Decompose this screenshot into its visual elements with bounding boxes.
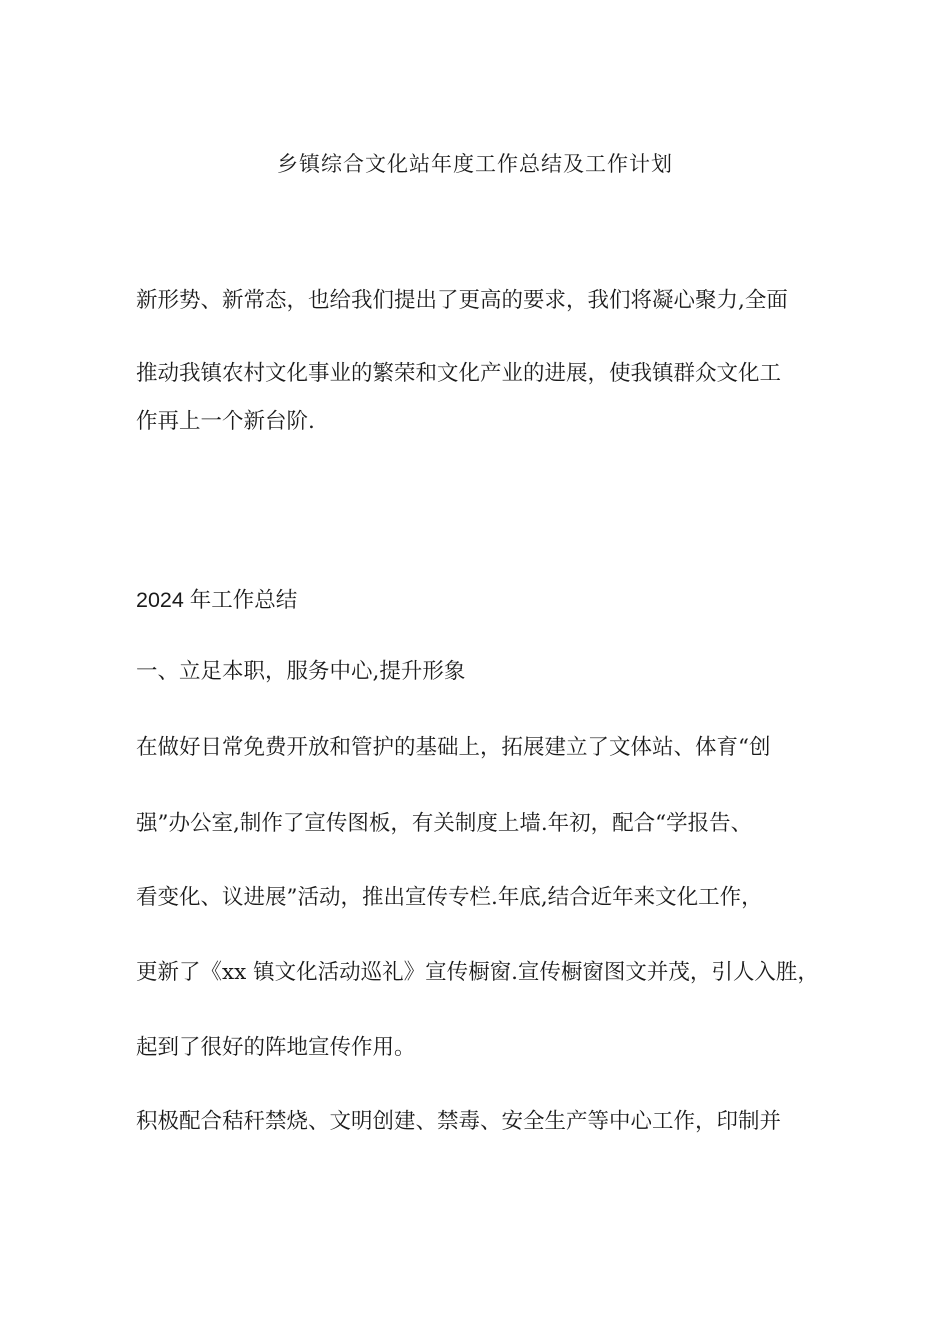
paragraph1-line-4: 更新了《xx 镇文化活动巡礼》宣传橱窗.宣传橱窗图文并茂，引人入胜， <box>136 960 819 985</box>
paragraph1-line-1: 在做好日常免费开放和管护的基础上，拓展建立了文体站、体育“创 <box>136 735 771 760</box>
intro-line-1: 新形势、新常态，也给我们提出了更高的要求，我们将凝心聚力,全面 <box>136 288 788 313</box>
paragraph1-line-3: 看变化、议进展”活动，推出宣传专栏.年底,结合近年来文化工作， <box>136 885 763 910</box>
intro-line-2: 推动我镇农村文化事业的繁荣和文化产业的进展，使我镇群众文化工 <box>136 361 782 386</box>
subsection-heading: 一、立足本职，服务中心,提升形象 <box>136 659 466 684</box>
document-title: 乡镇综合文化站年度工作总结及工作计划 <box>277 152 673 176</box>
paragraph2-line-1: 积极配合秸秆禁烧、文明创建、禁毒、安全生产等中心工作，印制并 <box>136 1109 782 1134</box>
paragraph1-line-5: 起到了很好的阵地宣传作用。 <box>136 1035 416 1060</box>
intro-line-3: 作再上一个新台阶. <box>136 409 315 434</box>
section-heading: 2024 年工作总结 <box>136 588 298 612</box>
paragraph1-line-2: 强”办公室,制作了宣传图板，有关制度上墙.年初，配合“学报告、 <box>136 811 753 836</box>
